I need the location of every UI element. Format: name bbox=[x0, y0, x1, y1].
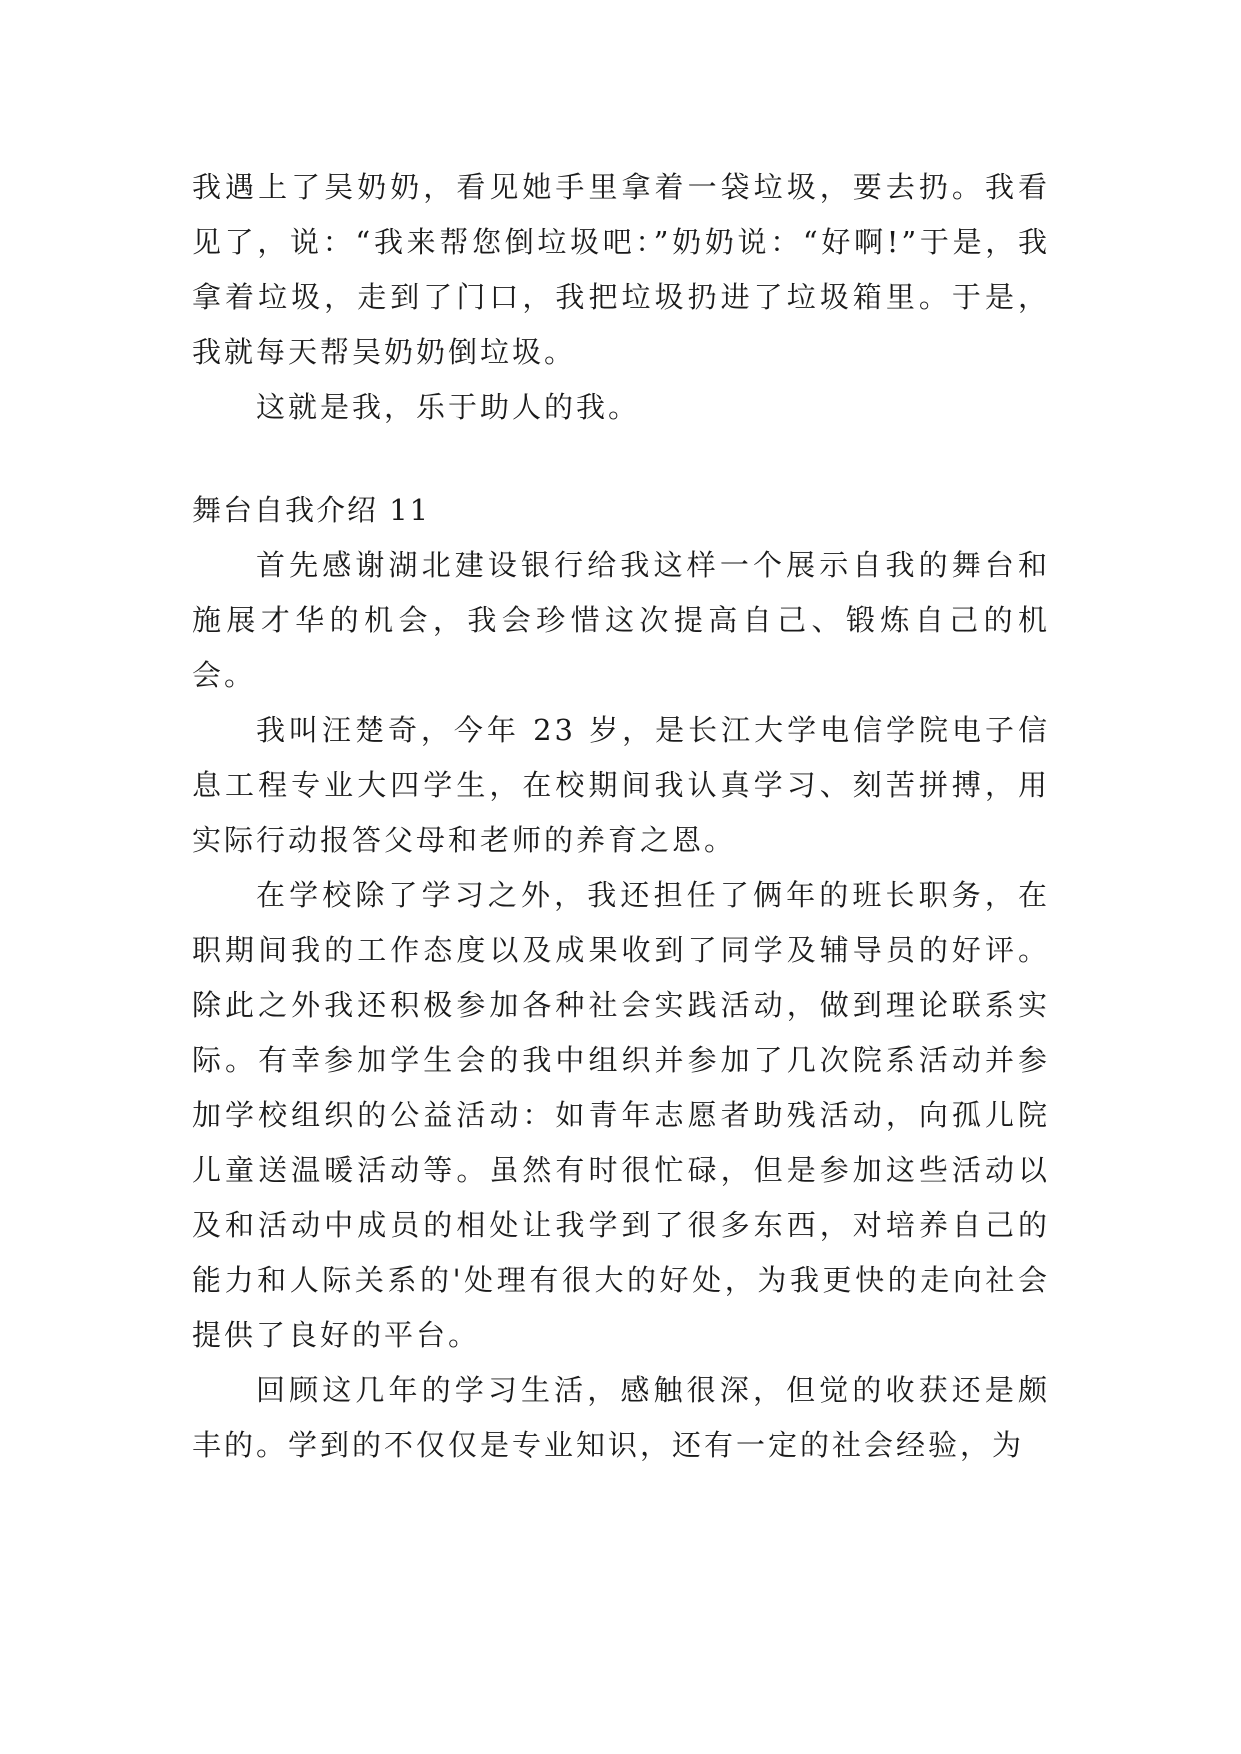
body-paragraph: 回顾这几年的学习生活，感触很深，但觉的收获还是颇丰的。学到的不仅仅是专业知识，还有一定的社会经验，为 bbox=[192, 1373, 1050, 1462]
body-paragraph: 在学校除了学习之外，我还担任了俩年的班长职务，在职期间我的工作态度以及成果收到了同学及辅导员的好评。除此之外我还积极参加各种社会实践活动，做到理论联系实际。有幸参加学生会的我中组织并参加了几次院系活动并参加学校组织的公益活动：如青年志愿者助残活动，向孤儿院儿童送温暖活动等。虽然有时很忙碌，但是参加这些活动以及和活动中成员的相处让我学到了很多东西，对培养自己的能力和人际关系的'处理有很大的好处，为我更快的走向社会提供了良好的平台。 bbox=[192, 878, 1050, 1352]
section-title: 舞台自我介绍 11 bbox=[192, 493, 431, 527]
body-paragraph: 首先感谢湖北建设银行给我这样一个展示自我的舞台和施展才华的机会，我会珍惜这次提高自己、锻炼自己的机会。 bbox=[192, 548, 1050, 692]
document-page bbox=[192, 160, 1050, 1473]
body-paragraph: 我叫汪楚奇，今年 23 岁，是长江大学电信学院电子信息工程专业大四学生，在校期间我认真学习、刻苦拼搏，用实际行动报答父母和老师的养育之恩。 bbox=[192, 713, 1050, 857]
body-paragraph: 我遇上了吴奶奶，看见她手里拿着一袋垃圾，要去扔。我看见了，说：“我来帮您倒垃圾吧：”奶奶说：“好啊!”于是，我拿着垃圾，走到了门口，我把垃圾扔进了垃圾箱里。于是，我就每天帮吴奶奶倒垃圾。 bbox=[192, 170, 1050, 369]
body-paragraph: 这就是我，乐于助人的我。 bbox=[256, 390, 641, 424]
